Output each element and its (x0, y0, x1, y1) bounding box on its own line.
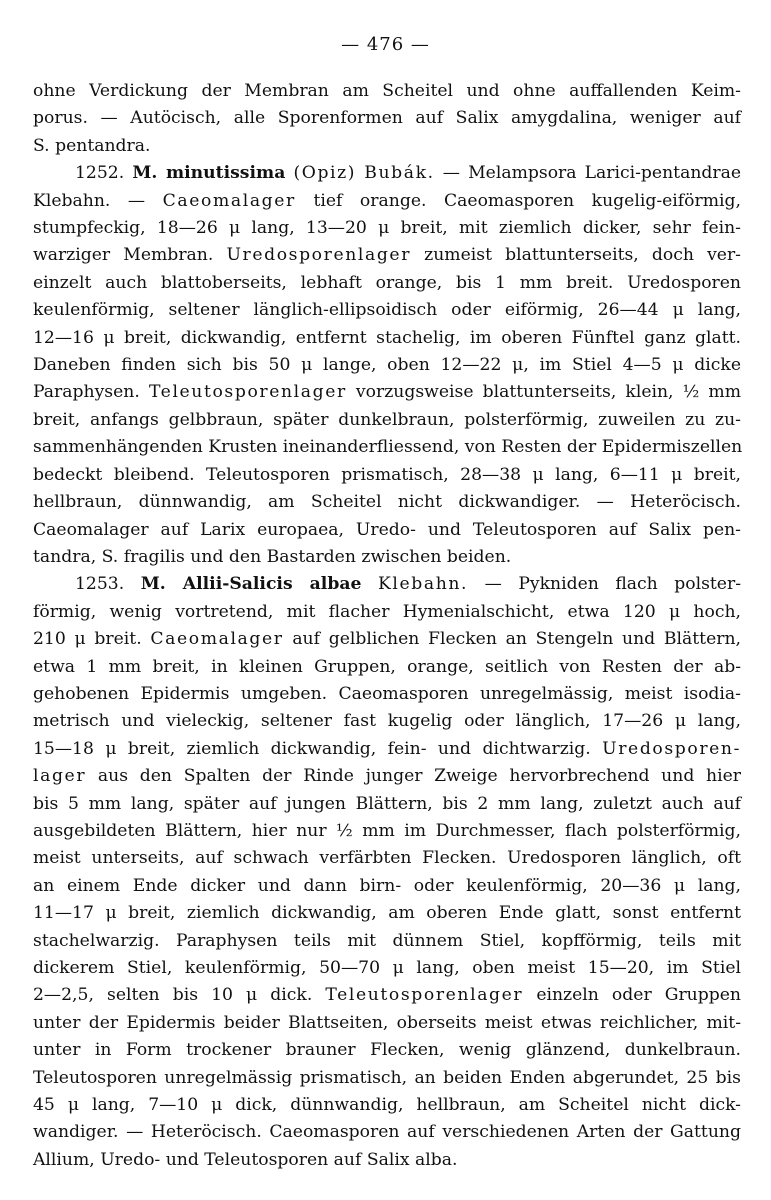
text-line: Caeomalager auf Larix europaea, Uredo- und Teleutosporen auf Salix pen- (33, 519, 741, 540)
term-label: Teleutosporenlager (148, 382, 347, 403)
text-line: bedeckt bleibend. Teleutosporen prismatisch, 28—38 μ lang, 6—11 μ breit, (33, 464, 741, 485)
text-line: porus. — Autöcisch, alle Sporenformen auf Salix amygdalina, weniger auf (33, 108, 741, 129)
text-line: 12—16 μ breit, dickwandig, entfernt stachelig, im oberen Fünftel ganz glatt. (33, 327, 741, 348)
text-segment: vorzugsweise blattunterseits, klein, ½ mm (355, 382, 742, 403)
text-segment: auf gelblichen Flecken an Stengeln und Blättern, (292, 629, 741, 650)
text-line: dickerem Stiel, keulenförmig, 50—70 μ lang, oben meist 15—20, im Stiel (33, 958, 741, 978)
text-segment: Paraphysen. (33, 382, 140, 403)
text-segment: tief orange. Caeomasporen kugelig-eiförmig, (313, 190, 741, 211)
text-line: gehobenen Epidermis umgeben. Caeomasporen unregelmässig, meist isodia- (33, 683, 741, 704)
term-label: Teleutosporenlager (325, 985, 524, 1006)
text-segment: Klebahn. — (33, 190, 146, 211)
text-line: bis 5 mm lang, später auf jungen Blättern, bis 2 mm lang, zuletzt auch auf (33, 793, 741, 814)
text-line: etwa 1 mm breit, in kleinen Gruppen, orange, seitlich von Resten der ab- (33, 656, 741, 677)
text-line: ohne Verdickung der Membran am Scheitel und ohne auffallenden Keim- (33, 81, 741, 101)
text-line: tandra, S. fragilis und den Bastarden zwischen beiden. (33, 546, 512, 567)
page-text (33, 78, 741, 1174)
text-line: meist unterseits, auf schwach verfärbten Flecken. Uredosporen länglich, oft (33, 848, 741, 869)
text-line: an einem Ende dicker und dann birn- oder keulenförmig, 20—36 μ lang, (33, 875, 741, 896)
text-line: hellbraun, dünnwandig, am Scheitel nicht dickwandiger. — Heteröcisch. (33, 492, 741, 513)
heading-rest: — Pykniden flach polster- (484, 574, 742, 595)
text-line (33, 763, 741, 790)
text-segment: aus den Spalten der Rinde junger Zweige hervorbrechend und hier (97, 766, 741, 787)
term-label: Caeomalager (150, 629, 284, 650)
term-label: Uredosporenlager (226, 245, 412, 266)
text-line: ausgebildeten Blättern, hier nur ½ mm im Durchmesser, flach polsterförmig, (33, 820, 741, 841)
text-line: stumpfeckig, 18—26 μ lang, 13—20 μ breit, mit ziemlich dicker, sehr fein- (33, 218, 741, 239)
text-segment: 210 μ breit. (33, 629, 142, 650)
text-line: Daneben finden sich bis 50 μ lange, oben 12—22 μ, im Stiel 4—5 μ dicke (33, 355, 741, 376)
text-line: Teleutosporen unregelmässig prismatisch, an beiden Enden abgerundet, 25 bis (33, 1067, 741, 1088)
text-line: metrisch und vieleckig, seltener fast kugelig oder länglich, 17—26 μ lang, (33, 711, 741, 732)
text-line (33, 736, 741, 763)
term-label: Caeomalager (162, 190, 296, 211)
text-segment: 2—2,5, selten bis 10 μ dick. (33, 985, 313, 1006)
text-line: unter in Form trockener brauner Flecken, wenig glänzend, dunkelbraun. (33, 1040, 741, 1061)
page-number: — 476 — (341, 34, 430, 55)
heading-rest: — Melampsora Larici-pentandrae (442, 163, 742, 184)
term-label: lager (33, 766, 87, 787)
text-line: keulenförmig, seltener länglich-ellipsoidisch oder eiförmig, 26—44 μ lang, (33, 300, 741, 321)
author-name: Klebahn. (377, 574, 469, 595)
text-line: förmig, wenig vortretend, mit flacher Hymenialschicht, etwa 120 μ hoch, (33, 601, 741, 622)
text-segment: einzeln oder Gruppen (536, 985, 741, 1006)
text-line (33, 626, 741, 653)
species-name: M. minutissima (132, 163, 286, 184)
author-name: (Opiz) (293, 163, 357, 184)
text-line: Allium, Uredo- und Teleutosporen auf Salix alba. (33, 1149, 458, 1170)
entry-number: 1253. (75, 574, 125, 595)
entry-1252-heading (33, 160, 741, 187)
entry-number: 1252. (75, 163, 125, 184)
text-line: stachelwarzig. Paraphysen teils mit dünnem Stiel, kopfförmig, teils mit (33, 930, 741, 951)
text-line: S. pentandra. (33, 135, 151, 156)
text-line: wandiger. — Heteröcisch. Caeomasporen auf verschiedenen Arten der Gattung (33, 1122, 741, 1143)
text-segment: zumeist blattunterseits, doch ver- (424, 245, 741, 266)
text-line: 45 μ lang, 7—10 μ dick, dünnwandig, hellbraun, am Scheitel nicht dick- (33, 1095, 741, 1116)
text-line (33, 379, 741, 406)
text-line: breit, anfangs gelbbraun, später dunkelbraun, polsterförmig, zuweilen zu zu- (33, 409, 741, 430)
text-line: sammenhängenden Krusten ineinanderfliessend, von Resten der Epidermiszellen (33, 437, 743, 458)
entry-1253-heading (33, 571, 741, 598)
term-label: Uredosporen- (602, 738, 742, 759)
text-line (33, 242, 741, 269)
author-name: Bubák. (364, 163, 435, 184)
text-line: unter der Epidermis beider Blattseiten, oberseits meist etwas reichlicher, mit- (33, 1012, 741, 1033)
species-name: M. Allii-Salicis albae (140, 574, 362, 595)
text-line: einzelt auch blattoberseits, lebhaft orange, bis 1 mm breit. Uredosporen (33, 272, 741, 293)
text-line (33, 188, 741, 215)
text-segment: 15—18 μ breit, ziemlich dickwandig, fein- und dichtwarzig. (33, 738, 591, 759)
text-segment: warziger Membran. (33, 245, 214, 266)
text-line: 11—17 μ breit, ziemlich dickwandig, am oberen Ende glatt, sonst entfernt (33, 903, 741, 924)
text-line (33, 982, 741, 1009)
